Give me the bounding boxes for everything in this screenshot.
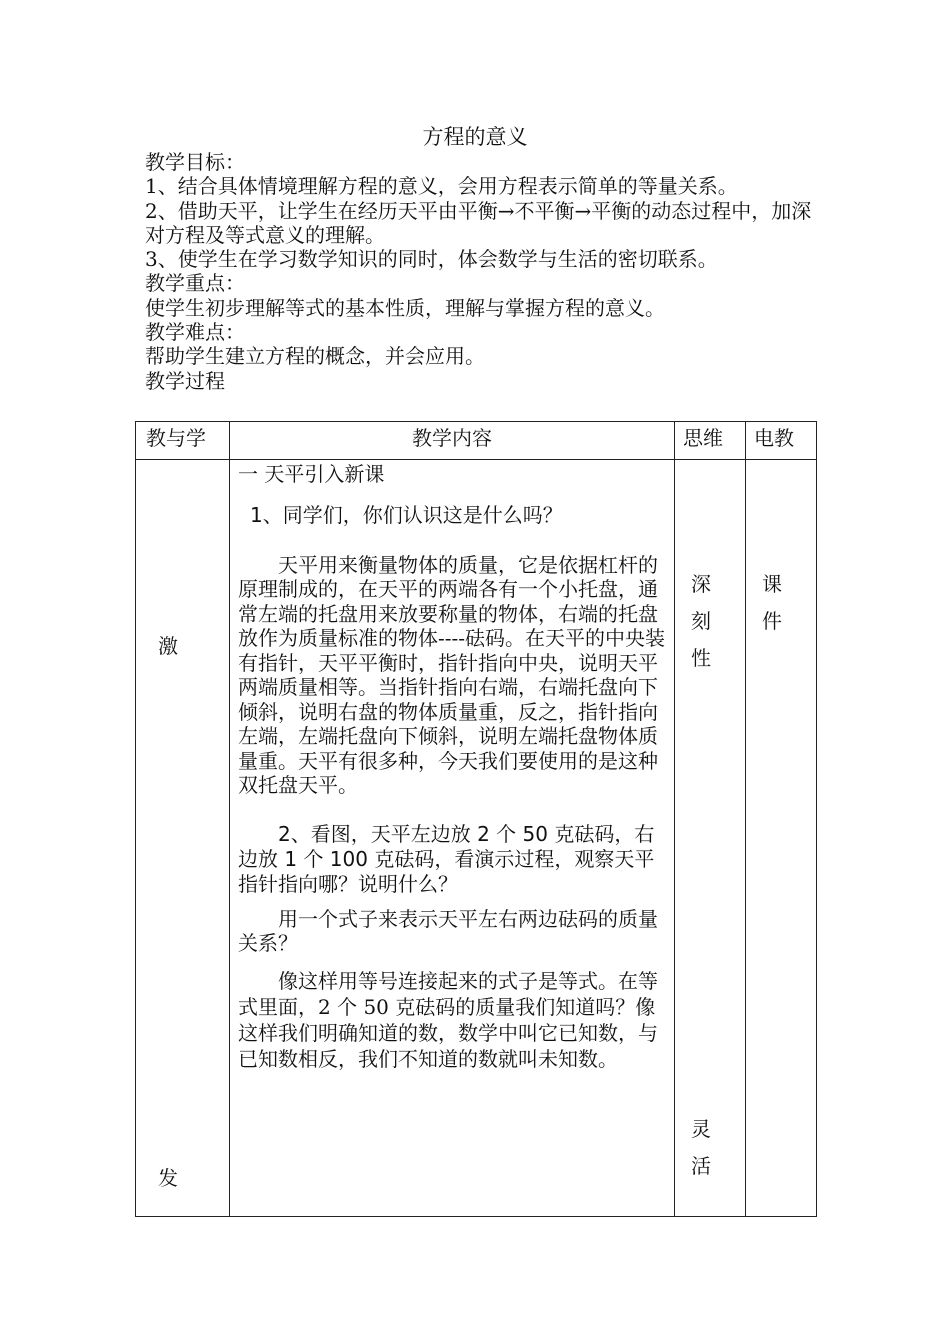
thinking-char-2: 刻: [691, 609, 711, 633]
difficulties-heading: 教学难点：: [145, 320, 245, 345]
thinking-char-4: 灵: [691, 1117, 711, 1141]
header-thinking: 思维: [675, 422, 746, 460]
header-content: 教学内容: [230, 422, 675, 460]
table-header-row: [136, 422, 817, 460]
objective-3: 3、使学生在学习数学知识的同时，体会数学与生活的密切联系。: [145, 247, 718, 272]
label-ji: 激: [158, 634, 178, 658]
header-teach-learn: 教与学: [136, 422, 230, 460]
process-heading: 教学过程: [145, 368, 225, 393]
balance-intro-paragraph: 天平用来衡量物体的质量，它是依据杠杆的原理制成的，在天平的两端各有一个小托盘，通常左端的托盘用来放要称量的物体，右端的托盘放作为质量标准的物体----砝码。在天平的中央装有指针，天平平衡时，指针指向中央，说明天平两端质量相等。当指针指向右端，右端托盘向下倾斜，说明右盘的物体质量重，反之，指针指向左端，左端托盘向下倾斜，说明左端托盘物体质量重。天平有很多种，今天我们要使用的是这种双托盘天平。: [238, 552, 666, 797]
label-fa: 发: [158, 1166, 178, 1190]
media-char-2: 件: [762, 609, 782, 633]
question-2: 2、看图，天平左边放 2 个 50 克砝码，右边放 1 个 100 克砝码，看演示过程，观察天平指针指向哪？说明什么？: [238, 821, 655, 896]
thinking-char-5: 活: [691, 1154, 711, 1178]
objective-2: 2、借助天平，让学生在经历天平由平衡→不平衡→平衡的动态过程中，加深对方程及等式意义的理解。: [145, 198, 812, 247]
lesson-table: [135, 421, 817, 1217]
section-title: 一 天平引入新课: [238, 462, 385, 486]
key-points-text: 使学生初步理解等式的基本性质，理解与掌握方程的意义。: [145, 295, 665, 320]
media-cell: [746, 460, 817, 1217]
document-title: 方程的意义: [422, 125, 528, 149]
equation-definition-paragraph: 像这样用等号连接起来的式子是等式。在等式里面，2 个 50 克砝码的质量我们知道吗？像这样我们明确知道的数，数学中叫它已知数，与已知数相反，我们不知道的数就叫未知数。: [238, 968, 658, 1071]
teach-learn-cell: [136, 460, 230, 1217]
content-cell: [230, 460, 675, 1217]
key-points-heading: 教学重点：: [145, 271, 245, 296]
header-media: 电教: [746, 422, 817, 460]
expression-prompt: 用一个式子来表示天平左右两边砝码的质量关系？: [238, 906, 658, 955]
media-char-1: 课: [762, 572, 782, 596]
objectives-heading: 教学目标：: [145, 150, 245, 174]
thinking-char-3: 性: [691, 646, 711, 670]
lesson-intro: [145, 150, 815, 393]
thinking-cell: [675, 460, 746, 1217]
thinking-char-1: 深: [691, 572, 711, 596]
question-1: 1、同学们，你们认识这是什么吗？: [250, 502, 563, 527]
table-row: [136, 460, 817, 1217]
difficulties-text: 帮助学生建立方程的概念，并会应用。: [145, 344, 485, 369]
objective-1: 1、结合具体情境理解方程的意义，会用方程表示简单的等量关系。: [145, 174, 738, 199]
